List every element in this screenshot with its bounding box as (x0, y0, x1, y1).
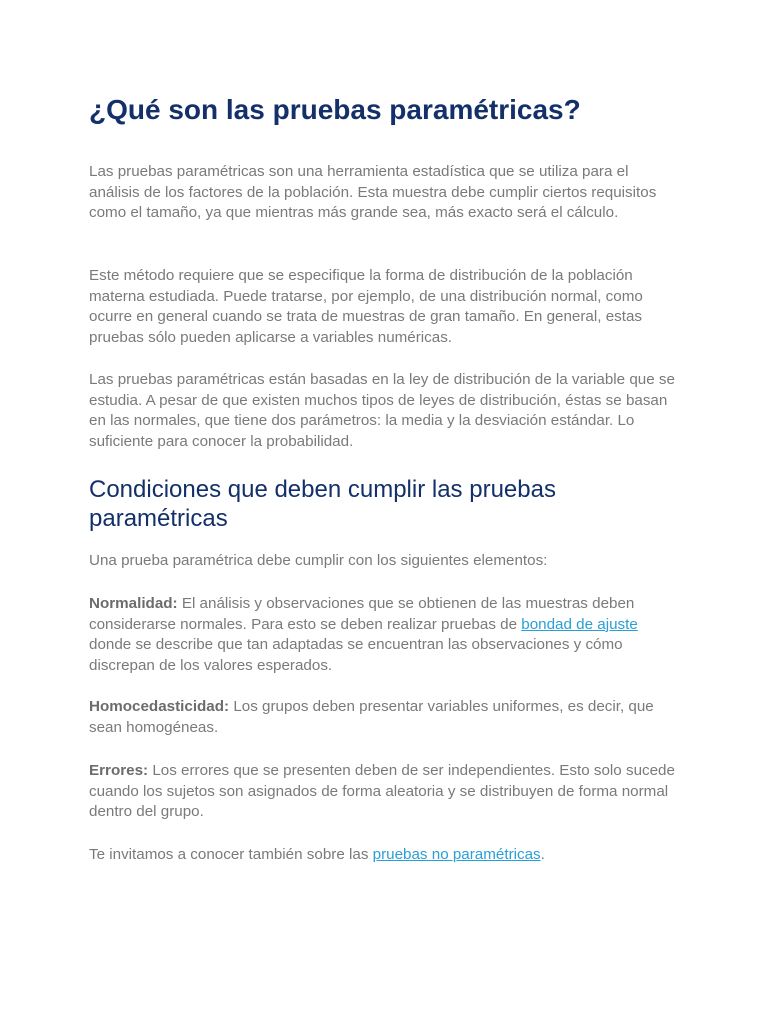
intro-paragraph-1: Las pruebas paramétricas son una herramienta estadística que se utiliza para el análisis de los factores de la población. Esta muestra debe cumplir ciertos requisitos como el tamaño, ya que mientras más grande sea, más exacto será el cálculo. (89, 163, 657, 221)
section-intro: Una prueba paramétrica debe cumplir con los siguientes elementos: (89, 552, 548, 569)
bondad-de-ajuste-link[interactable]: bondad de ajuste (521, 615, 638, 633)
closing-text: Te invitamos a conocer también sobre las (89, 846, 373, 863)
pruebas-no-parametricas-link[interactable]: pruebas no paramétricas (372, 846, 541, 863)
errores-text: Los errores que se presenten deben de ser independientes. Esto solo sucede cuando los sujetos son asignados de forma aleatoria y se distribuyen de forma normal dentro del grupo. (89, 762, 675, 820)
normalidad-item (89, 594, 681, 676)
normalidad-label: Normalidad: (89, 595, 178, 612)
intro-paragraph-2: Este método requiere que se especifique la forma de distribución de la población materna estudiada. Puede tratarse, por ejemplo, de una distribución normal, como ocurre en general cuando se trata de muestras de gran tamaño. En general, estas pruebas sólo pueden aplicarse a variables numéricas. (89, 267, 643, 346)
closing-period: . (540, 846, 545, 863)
homocedasticidad-item (89, 697, 681, 738)
normalidad-text-after: donde se describe que tan adaptadas se encuentran las observaciones y cómo discrepan de los valores esperados. (89, 636, 623, 674)
homocedasticidad-label: Homocedasticidad: (89, 698, 230, 715)
page-title: ¿Qué son las pruebas paramétricas? (89, 94, 581, 125)
errores-item (89, 761, 681, 823)
section-title: Condiciones que deben cumplir las pruebas paramétricas (89, 476, 556, 532)
normalidad-text: El análisis y observaciones que se obtienen de las muestras deben considerarse normales. Para esto se deben realizar pruebas de (89, 595, 635, 633)
homocedasticidad-text: Los grupos deben presentar variables uniformes, es decir, que sean homogéneas. (89, 698, 654, 736)
closing-paragraph (89, 845, 681, 866)
errores-label: Errores: (89, 762, 149, 779)
intro-paragraph-3: Las pruebas paramétricas están basadas en la ley de distribución de la variable que se estudia. A pesar de que existen muchos tipos de leyes de distribución, éstas se basan en las normales, que tiene dos parámetros: la media y la desviación estándar. Lo suficiente para conocer la probabilidad. (89, 371, 675, 450)
